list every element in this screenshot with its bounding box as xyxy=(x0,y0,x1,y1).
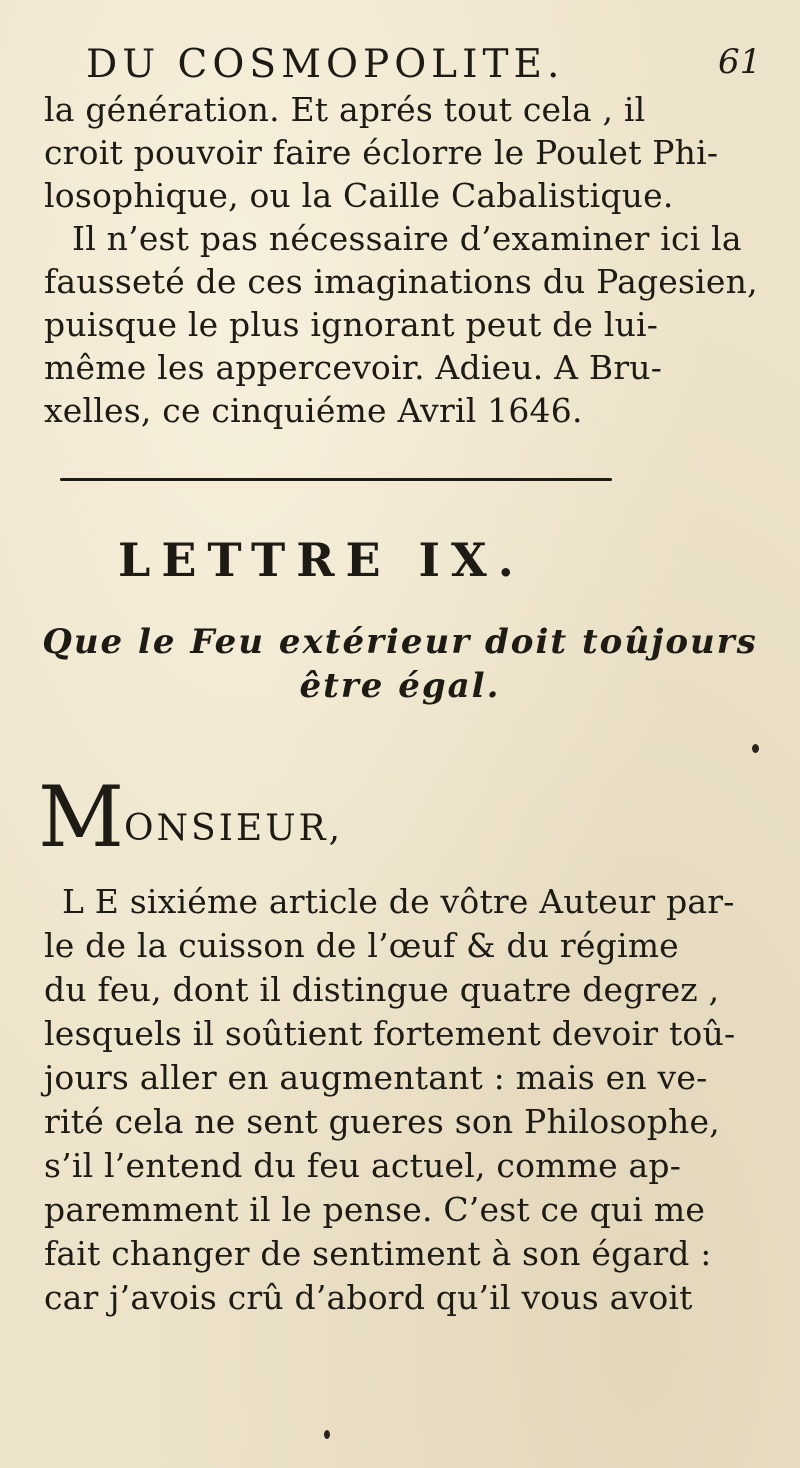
text-line: puisque le plus ignorant peut de lui- xyxy=(44,305,659,344)
text-line: L E sixiéme article de vôtre Auteur par- xyxy=(62,882,735,921)
running-title: DU COSMOPOLITE. xyxy=(86,42,565,87)
running-header xyxy=(86,42,762,87)
text-line: s’il l’entend du feu actuel, comme ap- xyxy=(44,1146,682,1185)
letter-subtitle-line: Que le Feu extérieur doit toûjours xyxy=(42,622,758,662)
text-line: croit pouvoir faire éclorre le Poulet Phi- xyxy=(44,133,719,172)
text-line: lesquels il soûtient fortement devoir toû- xyxy=(44,1014,736,1053)
letter-heading: LETTRE IX. xyxy=(118,533,525,587)
letter-subtitle-line: être égal. xyxy=(299,666,501,706)
text-line: même les appercevoir. Adieu. A Bru- xyxy=(44,348,663,387)
ink-spot xyxy=(752,744,759,753)
drop-capital: M xyxy=(38,768,125,866)
text-line: le de la cuisson de l’œuf & du régime xyxy=(44,926,679,965)
text-line: losophique, ou la Caille Cabalistique. xyxy=(44,176,674,215)
text-line: xelles, ce cinquiéme Avril 1646. xyxy=(44,391,583,430)
text-line: la génération. Et aprés tout cela , il xyxy=(44,90,646,129)
text-line: fait changer de sentiment à son égard : xyxy=(44,1234,712,1273)
section-divider xyxy=(60,478,612,481)
text-line: rité cela ne sent gueres son Philosophe, xyxy=(44,1102,720,1141)
text-line: fausseté de ces imaginations du Pagesien, xyxy=(44,262,758,301)
text-line: Il n’est pas nécessaire d’examiner ici la xyxy=(72,219,742,258)
text-line: jours aller en augmentant : mais en ve- xyxy=(44,1058,708,1097)
text-line: paremment il le pense. C’est ce qui me xyxy=(44,1190,706,1229)
text-line: car j’avois crû d’abord qu’il vous avoit xyxy=(44,1278,693,1317)
page-number: 61 xyxy=(718,42,762,82)
ink-spot xyxy=(324,1430,330,1439)
salutation xyxy=(38,768,343,866)
text-line: du feu, dont il distingue quatre degrez , xyxy=(44,970,720,1009)
salutation-rest: ONSIEUR, xyxy=(124,808,344,849)
